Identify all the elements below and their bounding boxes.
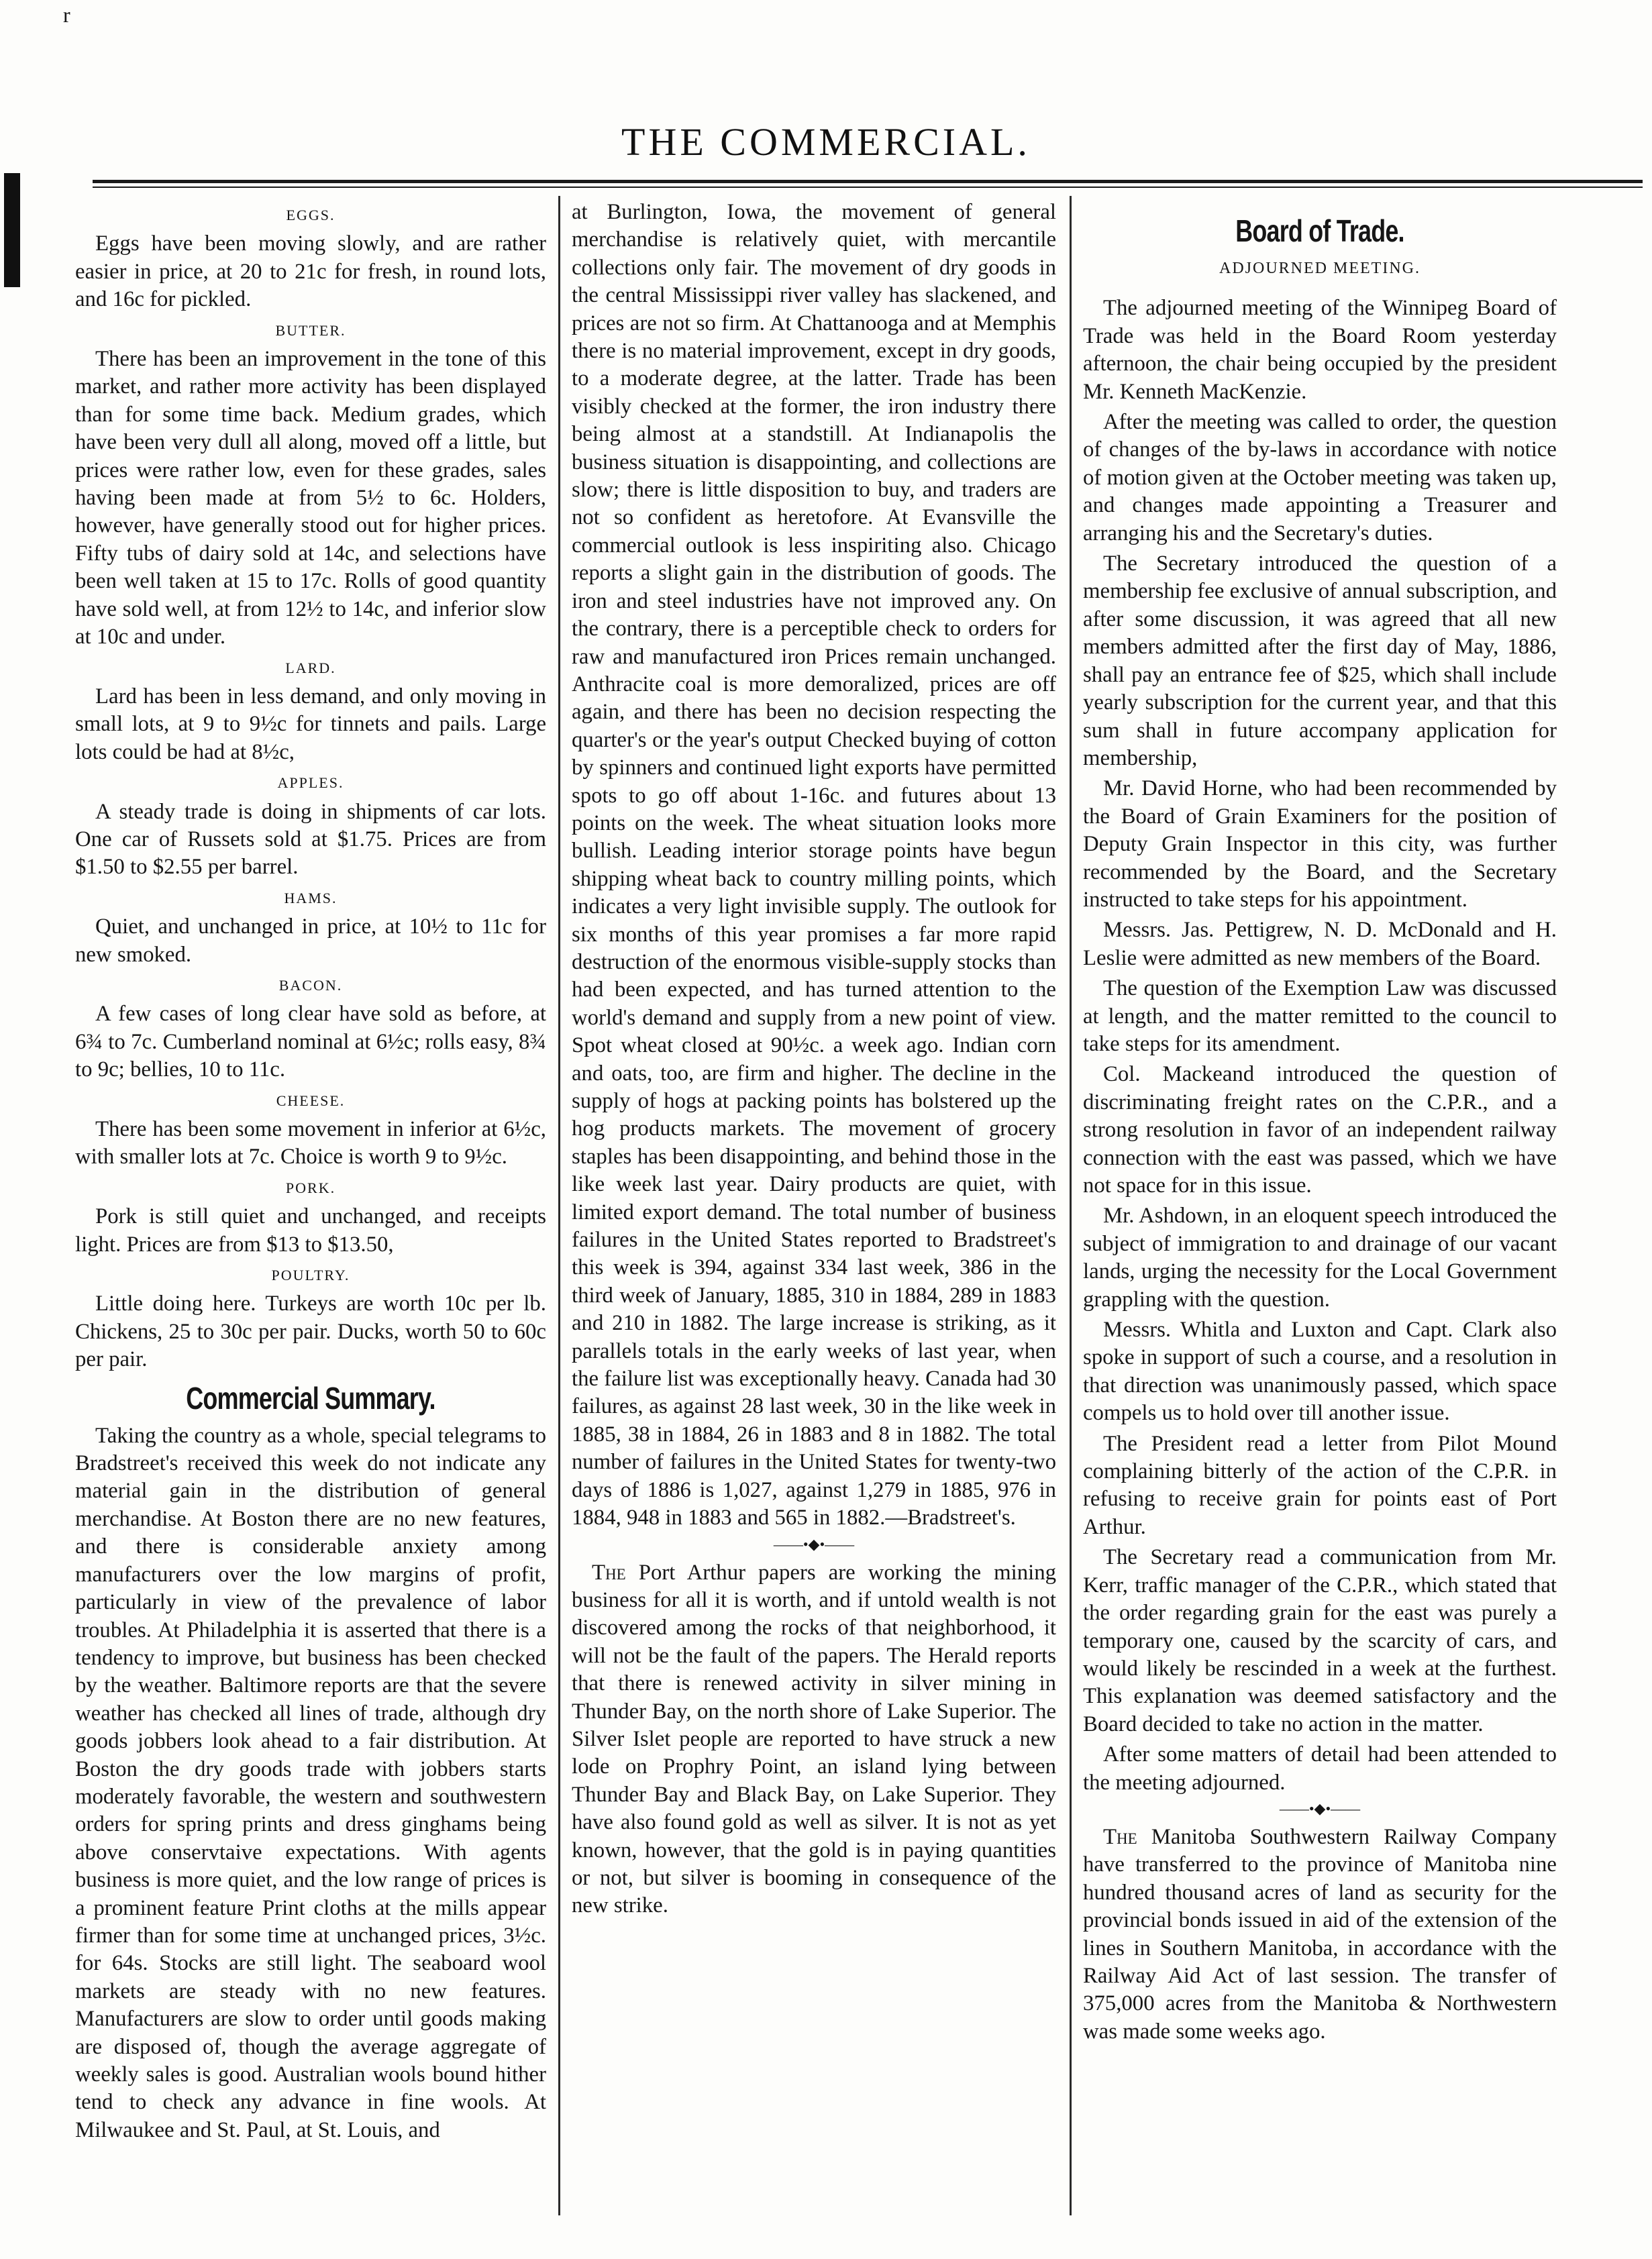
railway-lead-word: The bbox=[1103, 1824, 1137, 1849]
board-paragraph-7: Col. Mackeand introduced the question of discriminating freight rates on the C.P.R., and a strong resolution in favor of an independent railway connection with the east was passed, which we have not space for in this issue. bbox=[1083, 1062, 1557, 1198]
column-divider-2 bbox=[1070, 196, 1072, 2215]
header-rule-thin bbox=[93, 187, 1643, 188]
summary-continued-paragraph: at Burlington, Iowa, the movement of general merchandise is relatively quiet, with mercantile collections only fair. The movement of dry goods in the central Mississippi river valley has slackened, and prices are not so firm. At Chattanooga and at Memphis there is no material improvement, except in dry goods, to a moderate degree, at the latter. Trade has been visibly checked at the former, the iron industry there being almost at a standstill. At Indianapolis the business situation is disappointing, and collections are slow; there is little disposition to buy, and traders are not so confident as heretofore. At Evansville the commercial outlook is less inspiriting also. Chicago reports a slight gain in the distribution of goods. The iron and steel industries have not improved any. On the contrary, there is a perceptible check to orders for raw and manufactured iron Prices remain unchanged. Anthracite coal is more demoralized, prices are off again, and there has been no decision respecting the quarter's or the year's output Checked buying of cotton by spinners and continued light exports have permitted spots to go off about 1-16c. and futures about 13 points on the week. The wheat situation looks more bullish. Leading interior storage points have begun shipping wheat back to country milling points, which indicates a very light invisible supply. The outlook for six months of this year promises a far more rapid destruction of the enormous visible-supply stocks than had been expected, and has turned attention to the world's demand and supply from a new point of view. Spot wheat closed at 90½c. a week ago. Indian corn and oats, too, are firm and higher. The decline in the supply of hogs at packing points has bolstered up the hog products markets. The movement of grocery staples has been disappointing, and behind those in the like week last year. Dairy products are quiet, with limited export demand. The total number of business failures in the United States reported to Bradstreet's this week is 394, against 334 last week, 386 in the third week of January, 1885, 310 in 1884, 289 in 1883 and 210 in 1882. The large increase is striking, as it parallels totals in the early weeks of last year, when the failure list was exceptionally heavy. Canada had 30 failures, as against 28 last week, 30 in the like week in 1885, 38 in 1884, 26 in 1883 and 8 in 1882. The total number of failures in the United States for twenty-two days of 1886 is 1,027, against 1,279 in 1885, 976 in 1884, 948 in 1883 and 565 in 1882.—Bradstreet's. bbox=[572, 200, 1056, 1530]
eggs-heading: EGGS. bbox=[286, 207, 335, 223]
port-arthur-lead-word: The bbox=[592, 1560, 626, 1585]
board-paragraph-6: The question of the Exemption Law was discussed at length, and the matter remitted to the council to take steps for its amendment. bbox=[1083, 976, 1557, 1056]
poultry-heading: POULTRY. bbox=[271, 1267, 350, 1284]
lard-paragraph: Lard has been in less demand, and only moving in small lots, at 9 to 9½c for tinnets and pails. Large lots could be had at 8½c, bbox=[75, 684, 546, 764]
hams-heading: HAMS. bbox=[284, 889, 338, 906]
board-paragraph-1: The adjourned meeting of the Winnipeg Board of Trade was held in the Board Room yesterday afternoon, the chair being occupied by the president Mr. Kenneth MacKenzie. bbox=[1083, 296, 1557, 404]
commercial-summary-heading: Commercial Summary. bbox=[186, 1380, 435, 1416]
commercial-summary-paragraph: Taking the country as a whole, special telegrams to Bradstreet's received this week do not indicate any material gain in the distribution of general merchandise. At Boston there are no new features, and there is considerable anxiety among manufacturers over the low margins of profit, particularly in view of the prevalence of labor troubles. At Philadelphia it is asserted that there is a tendency to improve, but business has been checked by the weather. Baltimore reports are that the severe weather has checked all lines of trade, although dry goods jobbers look ahead to a fair distribution. At Boston the dry goods trade with jobbers starts moderately favorable, the western and southwestern orders for spring prints and dress ginghams being above conservtaive expectations. With agents business is more quiet, and the low range of prices is a prominent feature Print cloths at the mills appear firmer than for some time at unchanged prices, 3½c. for 64s. Stocks are still light. The seaboard wool markets are steady with no new features. Manufacturers are slow to order until goods making are disposed of, though the average aggregate of weekly sales is good. Australian wools bound hither tend to check any advance in fine wools. At Milwaukee and St. Paul, at St. Louis, and bbox=[75, 1423, 546, 2142]
bacon-heading: BACON. bbox=[278, 976, 343, 994]
column-divider-1 bbox=[558, 196, 560, 2215]
masthead-title: THE COMMERCIAL. bbox=[621, 120, 1031, 164]
pork-paragraph: Pork is still quiet and unchanged, and receipts light. Prices are from $13 to $13.50, bbox=[75, 1204, 546, 1257]
lard-heading: LARD. bbox=[285, 659, 336, 676]
board-paragraph-3: The Secretary introduced the question of a membership fee exclusive of annual subscription, and after some discussion, it was agreed that all new members admitted after the first day of May, 1886, shall pay an entrance fee of $25, which shall include yearly subscription for the current year, and that this sum shall in future accompany application for membership, bbox=[1083, 551, 1557, 770]
corner-mark: r bbox=[63, 3, 70, 27]
section-ornament: ——•◆•—— bbox=[1279, 1799, 1361, 1817]
railway-text: Manitoba Southwestern Railway Company have transferred to the province of Manitoba nine hundred thousand acres of land as security for the provincial bonds issued in aid of the extension of the lines in Southern Manitoba, in accordance with the Railway Aid Act of last session. The transfer of 375,000 acres from the Manitoba & Northwestern was made some weeks ago. bbox=[1083, 1824, 1557, 2044]
cheese-heading: CHEESE. bbox=[276, 1092, 346, 1109]
board-paragraph-4: Mr. David Horne, who had been recommended by the Board of Grain Examiners for the position of Deputy Grain Inspector in this city, was further recommended by the Board, and the Secretary instructed to take steps for his appointment. bbox=[1083, 776, 1557, 912]
board-paragraph-8: Mr. Ashdown, in an eloquent speech introduced the subject of immigration to and drainage of our vacant lands, urging the necessity for the Local Government grappling with the question. bbox=[1083, 1204, 1557, 1312]
board-paragraph-12: After some matters of detail had been attended to the meeting adjourned. bbox=[1083, 1742, 1557, 1795]
section-ornament: ——•◆•—— bbox=[773, 1535, 855, 1553]
column-1 bbox=[75, 199, 546, 2245]
cheese-paragraph: There has been some movement in inferior at 6½c, with smaller lots at 7c. Choice is worth 9 to 9½c. bbox=[75, 1117, 546, 1169]
board-paragraph-11: The Secretary read a communication from Mr. Kerr, traffic manager of the C.P.R., which stated that the order regarding grain for the east was purely a temporary one, caused by the scarcity of cars, and would likely be rescinded in a week at the furthest. This explanation was deemed satisfactory and the Board decided to take no action in the matter. bbox=[1083, 1545, 1557, 1736]
hams-paragraph: Quiet, and unchanged in price, at 10½ to 11c for new smoked. bbox=[75, 914, 546, 967]
board-paragraph-9: Messrs. Whitla and Luxton and Capt. Clark also spoke in support of such a course, and a resolution in that direction was unanimously passed, which space compels us to hold over till another issue. bbox=[1083, 1318, 1557, 1426]
butter-paragraph: There has been an improvement in the tone of this market, and rather more activity has been displayed than for some time back. Medium grades, which have been very dull all along, moved off a little, but prices were rather low, even for these grades, sales having been made at from 5½ to 6c. Holders, however, have generally stood out for higher prices. Fifty tubs of dairy sold at 14c, and selections have been well taken at 15 to 17c. Rolls of good quantity have sold well, at from 12½ to 14c, and inferior slow at 10c and under. bbox=[75, 347, 546, 649]
eggs-paragraph: Eggs have been moving slowly, and are rather easier in price, at 20 to 21c for fresh, in round lots, and 16c for pickled. bbox=[75, 231, 546, 312]
apples-heading: APPLES. bbox=[277, 774, 344, 792]
poultry-paragraph: Little doing here. Turkeys are worth 10c per lb. Chickens, 25 to 30c per pair. Ducks, worth 50 to 60c per pair. bbox=[75, 1292, 546, 1372]
apples-paragraph: A steady trade is doing in shipments of car lots. One car of Russets sold at $1.75. Prices are from $1.50 to $2.55 per barrel. bbox=[75, 799, 546, 880]
port-arthur-text: Port Arthur papers are working the mining business for all it is worth, and if untold wealth is not discovered among the rocks of that neighborhood, it will not be the fault of the papers. The Herald reports that there is renewed activity in silver mining in Thunder Bay, on the north shore of Lake Superior. The Silver Islet people are reported to have struck a new lode on Prophry Point, an island lying between Thunder Bay and Black Bay, on Lake Superior. They have also found gold as well as silver. It is not as yet known, however, that the gold is in paying quantities or not, but silver is booming in consequence of the new strike. bbox=[572, 1560, 1056, 1918]
port-arthur-paragraph bbox=[572, 1559, 1056, 1920]
header-rule bbox=[93, 180, 1643, 183]
board-paragraph-2: After the meeting was called to order, the question of changes of the by-laws in accordance with notice of motion given at the October meeting was taken up, and changes made appointing a Treasurer and arranging his and the Secretary's duties. bbox=[1083, 410, 1557, 545]
board-paragraph-10: The President read a letter from Pilot Mound complaining bitterly of the action of the C.P.R. in refusing to receive grain for points east of Port Arthur. bbox=[1083, 1431, 1557, 1539]
column-3 bbox=[1083, 199, 1557, 2245]
board-paragraph-5: Messrs. Jas. Pettigrew, N. D. McDonald and H. Leslie were admitted as new members of the Board. bbox=[1083, 918, 1557, 970]
pork-heading: PORK. bbox=[285, 1179, 336, 1196]
butter-heading: BUTTER. bbox=[275, 321, 346, 339]
margin-bar bbox=[4, 173, 20, 287]
column-2 bbox=[572, 199, 1056, 2245]
board-of-trade-heading: Board of Trade. bbox=[1235, 213, 1404, 248]
bacon-paragraph: A few cases of long clear have sold as before, at 6¾ to 7c. Cumberland nominal at 6½c; rolls easy, 8¾ to 9c; bellies, 10 to 11c. bbox=[75, 1002, 546, 1082]
adjourned-meeting-subheading: ADJOURNED MEETING. bbox=[1219, 260, 1421, 277]
railway-paragraph bbox=[1083, 1824, 1557, 2046]
